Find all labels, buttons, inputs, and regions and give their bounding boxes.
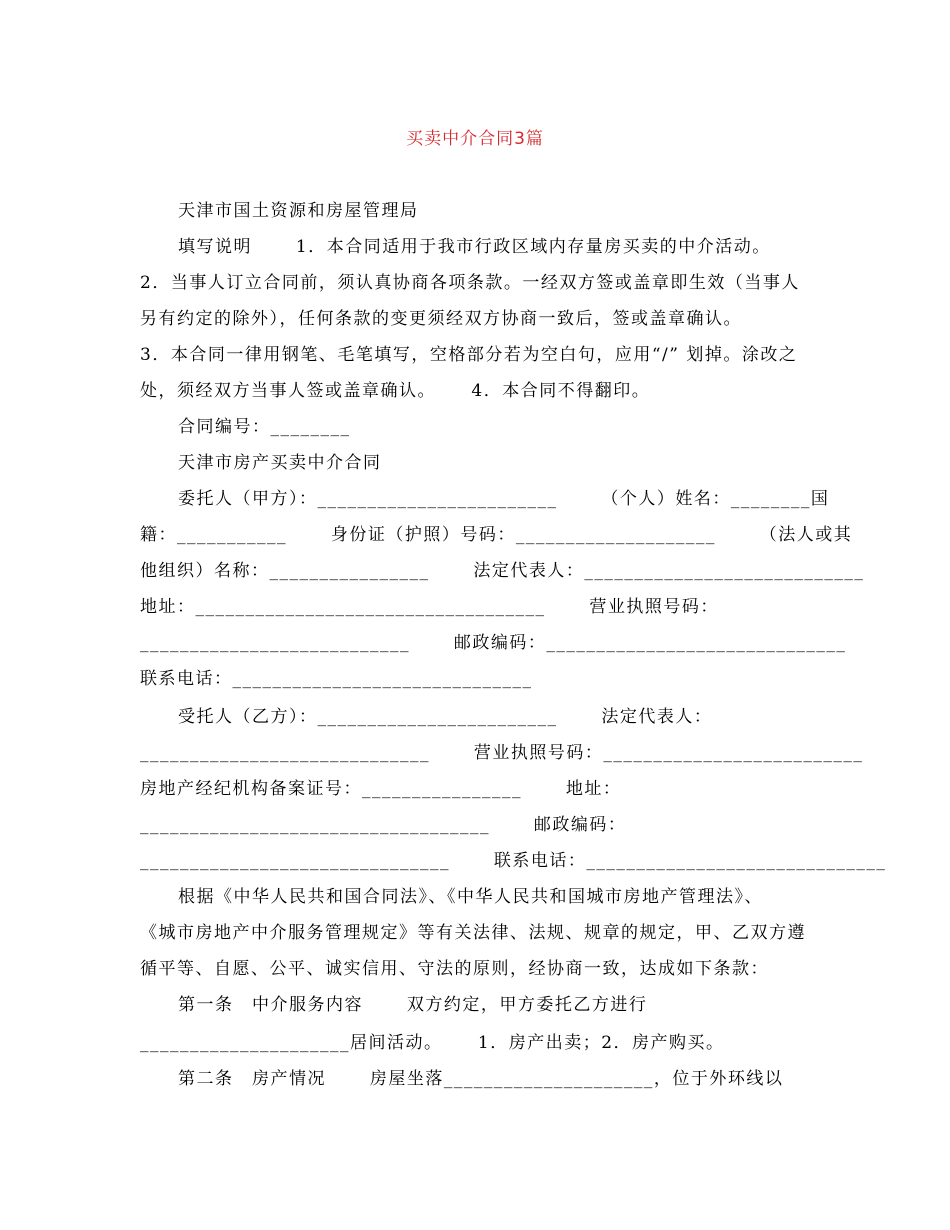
instructions-line-5: 处，须经双方当事人签或盖章确认。 4．本合同不得翻印。 (140, 381, 651, 401)
party-b-line-1: 受托人（乙方）：________________________ 法定代表人： (178, 707, 713, 727)
party-a-line-4: 地址：___________________________________ 营业执照号码： (140, 597, 719, 617)
contract-number-line: 合同编号：________ (178, 417, 351, 437)
contract-name-line: 天津市房产买卖中介合同 (178, 453, 382, 473)
article-2-line-1: 第二条 房产情况 房屋坐落_____________________，位于外环线以 (178, 1069, 784, 1089)
party-b-line-3: 房地产经纪机构备案证号：________________ 地址： (140, 779, 622, 799)
legal-basis-line-1: 根据《中华人民共和国合同法》、《中华人民共和国城市房地产管理法》、 (178, 887, 763, 907)
instructions-line-1: 填写说明 1．本合同适用于我市行政区域内存量房买卖的中介活动。 (178, 237, 771, 257)
instructions-line-3: 另有约定的除外），任何条款的变更须经双方协商一致后，签或盖章确认。 (140, 309, 742, 329)
article-1-line-1: 第一条 中介服务内容 双方约定，甲方委托乙方进行 (178, 995, 648, 1015)
party-b-line-5: _______________________________ 联系电话：______________________________ (140, 851, 887, 871)
party-b-line-2: _____________________________ 营业执照号码：__________________________ (140, 743, 864, 763)
party-a-line-1: 委托人（甲方）：________________________ （个人）姓名：________国 (178, 489, 830, 509)
instructions-line-4: 3．本合同一律用钢笔、毛笔填写，空格部分若为空白句，应用“/” 划掉。涂改之 (140, 345, 798, 365)
party-a-line-5: ___________________________ 邮政编码：______________________________ (140, 633, 847, 653)
legal-basis-line-3: 循平等、自愿、公平、诚实信用、守法的原则，经协商一致，达成如下条款： (140, 959, 769, 979)
party-a-line-6: 联系电话：______________________________ (140, 669, 533, 689)
party-a-line-3: 他组织）名称：________________ 法定代表人：____________________________ (140, 561, 865, 581)
document-title: 买卖中介合同3篇 (406, 129, 544, 149)
article-1-line-2: _____________________居间活动。 1．房产出卖；2．房产购买。 (140, 1033, 725, 1053)
party-a-line-2: 籍：___________ 身份证（护照）号码：____________________ （法人或其 (140, 525, 853, 545)
party-b-line-4: ___________________________________ 邮政编码： (140, 815, 627, 835)
instructions-line-2: 2．当事人订立合同前，须认真协商各项条款。一经双方签或盖章即生效（当事人 (140, 273, 800, 293)
issuer-line: 天津市国土资源和房屋管理局 (178, 201, 419, 221)
legal-basis-line-2: 《城市房地产中介服务管理规定》等有关法律、法规、规章的规定，甲、乙双方遵 (140, 923, 806, 943)
